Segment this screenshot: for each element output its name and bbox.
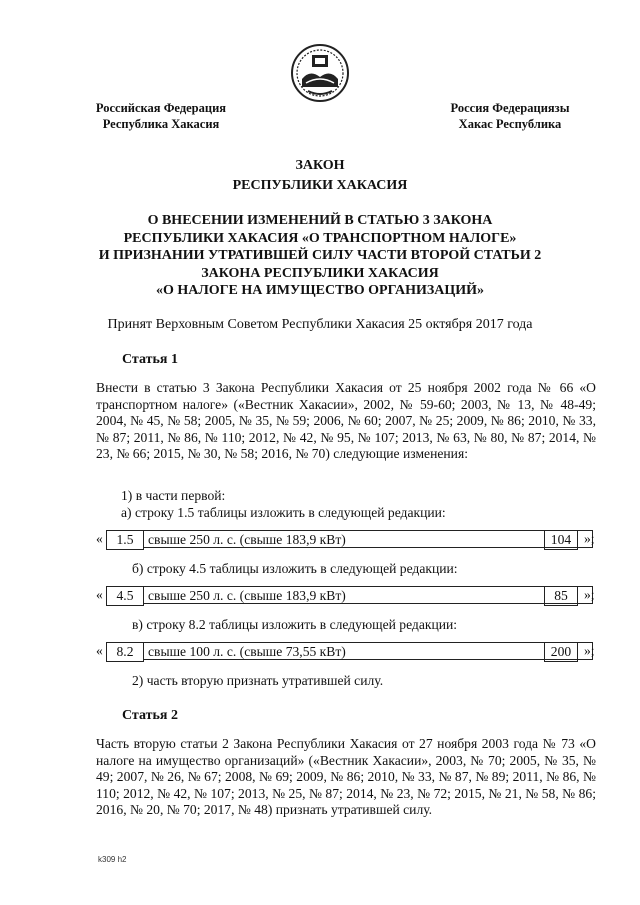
quote-open: « [96, 587, 103, 602]
coat-of-arms-emblem [290, 43, 350, 103]
article1-heading: Статья 1 [122, 352, 178, 367]
row-number-cell: 4.5 [106, 586, 144, 606]
article1-sub-c: в) строку 8.2 таблицы изложить в следующей редакции: [132, 617, 458, 632]
header-right-country: Россия Федерациязы [450, 101, 570, 115]
subject-line: РЕСПУБЛИКИ ХАКАСИЯ «О ТРАНСПОРТНОМ НАЛОГЕ» [123, 230, 517, 246]
header-left [88, 100, 234, 132]
table-row [96, 642, 601, 662]
doc-title-republic: РЕСПУБЛИКИ ХАКАСИЯ [232, 178, 408, 193]
footer-code: k309 h2 [98, 855, 127, 864]
subject-line: И ПРИЗНАНИИ УТРАТИВШЕЙ СИЛУ ЧАСТИ ВТОРОЙ СТАТЬИ 2 [98, 248, 542, 263]
header-right-republic: Хакас Республика [458, 117, 562, 131]
law-subject [90, 212, 550, 300]
row-value-cell-wrap [544, 530, 584, 550]
row-value-cell-wrap [544, 642, 584, 662]
adoption-line: Принят Верховным Советом Республики Хакасия 25 октября 2017 года [107, 317, 533, 332]
header-left-republic: Республика Хакасия [102, 117, 220, 131]
table-row [96, 530, 601, 550]
row-value-cell: 104 [544, 530, 578, 550]
table-row [96, 586, 601, 606]
article2-text: Часть вторую статьи 2 Закона Республики Хакасия от 27 ноября 2003 года № 73 «О налоге на имущество организаций» («Вестник Хакасии», 2003, № 70; 2005, № 35, № 49; 2007, № 26, № 67; 2008, № 69; 2009, № 86; 2010, № 33, № 87, № 89; 2011, № 86, № 110; 2012, № 42, № 107; 2013, № 25, № 87; 2014, № 23, № 72; 2015, № 21, № 58, № 86; 2016, № 20, № 70; 2017, № 48) признать утратившей силу. [96, 736, 596, 818]
quote-close: »; [584, 587, 595, 602]
article1-item2: 2) часть вторую признать утратившей силу. [132, 673, 384, 688]
article2-heading: Статья 2 [122, 708, 178, 723]
row-description-cell: свыше 250 л. с. (свыше 183,9 кВт) [143, 530, 593, 548]
subject-line: «О НАЛОГЕ НА ИМУЩЕСТВО ОРГАНИЗАЦИЙ» [155, 283, 485, 298]
header-left-country: Российская Федерация [95, 101, 227, 115]
row-description-cell: свыше 250 л. с. (свыше 183,9 кВт) [143, 586, 593, 604]
row-number-cell: 1.5 [106, 530, 144, 550]
quote-open: « [96, 531, 103, 546]
doc-title-law: ЗАКОН [295, 158, 345, 173]
subject-line: ЗАКОНА РЕСПУБЛИКИ ХАКАСИЯ [201, 265, 439, 281]
row-number-cell: 8.2 [106, 642, 144, 662]
subject-line: О ВНЕСЕНИИ ИЗМЕНЕНИЙ В СТАТЬЮ 3 ЗАКОНА [147, 213, 493, 228]
row-value-cell: 200 [544, 642, 578, 662]
row-value-cell: 85 [544, 586, 578, 606]
header-right [440, 100, 580, 132]
quote-open: « [96, 643, 103, 658]
row-description-cell: свыше 100 л. с. (свыше 73,55 кВт) [143, 642, 593, 660]
article1-item1: 1) в части первой: [121, 488, 226, 503]
quote-close: »; [584, 531, 595, 546]
article1-intro: Внести в статью 3 Закона Республики Хакасия от 25 ноября 2002 года № 66 «О транспортном налоге» («Вестник Хакасии», 2002, № 59-60; 2003, № 13, № 48-49; 2004, № 45, № 58; 2005, № 35, № 59; 2006, № 60; 2007, № 25; 2009, № 86; 2010, № 33, № 87; 2011, № 86, № 110; 2012, № 42, № 95, № 107; 2013, № 63, № 80, № 87; 2014, № 23, № 66; 2015, № 30, № 58; 2016, № 70) следующие изменения: [96, 380, 596, 462]
article1-sub-a: а) строку 1.5 таблицы изложить в следующей редакции: [121, 505, 446, 520]
article1-sub-b: б) строку 4.5 таблицы изложить в следующей редакции: [132, 561, 458, 576]
quote-close: »; [584, 643, 595, 658]
row-value-cell-wrap [544, 586, 584, 606]
